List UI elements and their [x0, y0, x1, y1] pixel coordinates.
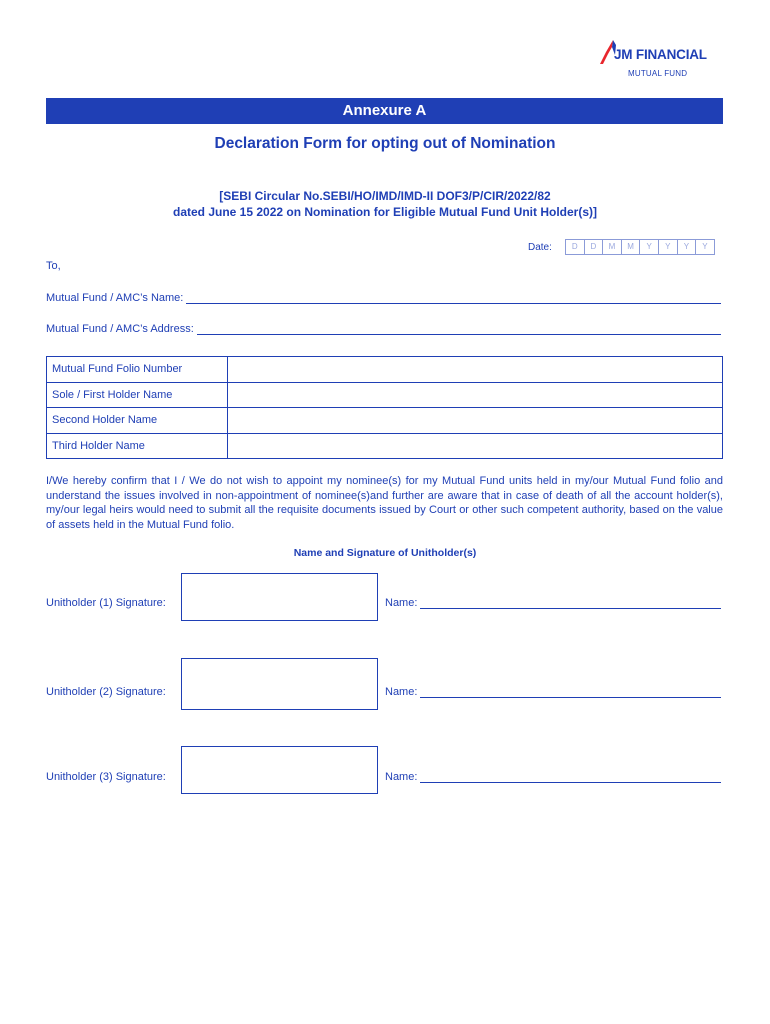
circular-line-2: dated June 15 2022 on Nomination for Eligible Mutual Fund Unit Holder(s)]	[172, 205, 598, 219]
folio-number-field[interactable]	[228, 357, 723, 383]
unitholder-2-name-label: Name:	[385, 686, 418, 698]
date-box-day-2[interactable]: D	[584, 239, 604, 255]
date-box-day-1[interactable]: D	[565, 239, 585, 255]
first-holder-label: Sole / First Holder Name	[47, 382, 228, 408]
unitholder-2-signature-label: Unitholder (2) Signature:	[46, 686, 166, 698]
unitholder-2-name-row	[385, 686, 721, 698]
second-holder-field[interactable]	[228, 408, 723, 434]
third-holder-label: Third Holder Name	[47, 433, 228, 459]
unitholder-3-name-field[interactable]	[420, 773, 721, 783]
form-title: Declaration Form for opting out of Nomination	[214, 135, 556, 152]
date-field[interactable]	[565, 239, 714, 255]
date-box-month-1[interactable]: M	[602, 239, 622, 255]
unitholder-1-signature-label: Unitholder (1) Signature:	[46, 597, 166, 609]
unitholder-1-name-field[interactable]	[420, 599, 721, 609]
unitholder-1-signature-box[interactable]	[181, 573, 378, 621]
date-box-year-3[interactable]: Y	[677, 239, 697, 255]
unitholder-1-name-label: Name:	[385, 597, 418, 609]
date-box-year-4[interactable]: Y	[695, 239, 715, 255]
unitholder-2-name-field[interactable]	[420, 688, 721, 698]
amc-name-row	[46, 292, 721, 304]
amc-address-row	[46, 323, 721, 335]
unitholder-1-name-row	[385, 597, 721, 609]
third-holder-field[interactable]	[228, 433, 723, 459]
date-label: Date:	[528, 242, 552, 253]
date-box-year-1[interactable]: Y	[639, 239, 659, 255]
folio-number-label: Mutual Fund Folio Number	[47, 357, 228, 383]
amc-name-label: Mutual Fund / AMC’s Name:	[46, 292, 184, 304]
signature-heading: Name and Signature of Unitholder(s)	[293, 547, 477, 559]
unitholder-3-name-label: Name:	[385, 771, 418, 783]
date-box-year-2[interactable]: Y	[658, 239, 678, 255]
holder-details-table	[46, 356, 723, 459]
logo-brand-text: JM FINANCIAL	[614, 47, 707, 62]
unitholder-3-signature-label: Unitholder (3) Signature:	[46, 771, 166, 783]
amc-address-label: Mutual Fund / AMC’s Address:	[46, 323, 194, 335]
declaration-text: I/We hereby confirm that I / We do not wish to appoint my nominee(s) for my Mutual Fund units held in my/our Mutual Fund folio and understand the issues involved in non-appointment of nominee(s)and further are aware that in case of death of all the account holder(s), my/our legal heirs would need to submit all the requisite documents issued by Court or other such competent authority, based on the value of assets held in the Mutual Fund folio.	[46, 475, 723, 531]
table-row	[47, 408, 723, 434]
to-label: To,	[46, 260, 61, 272]
unitholder-2-signature-box[interactable]	[181, 658, 378, 710]
jm-financial-logo	[598, 38, 728, 82]
unitholder-3-signature-box[interactable]	[181, 746, 378, 794]
circular-line-1: [SEBI Circular No.SEBI/HO/IMD/IMD-II DOF3/P/CIR/2022/82	[219, 189, 551, 203]
unitholder-3-name-row	[385, 771, 721, 783]
table-row	[47, 433, 723, 459]
table-row	[47, 382, 723, 408]
amc-name-field[interactable]	[186, 294, 721, 304]
table-row	[47, 357, 723, 383]
date-box-month-2[interactable]: M	[621, 239, 641, 255]
logo-sub-text: MUTUAL FUND	[628, 69, 688, 78]
second-holder-label: Second Holder Name	[47, 408, 228, 434]
first-holder-field[interactable]	[228, 382, 723, 408]
annexure-banner: Annexure A	[46, 98, 723, 124]
amc-address-field[interactable]	[197, 325, 721, 335]
